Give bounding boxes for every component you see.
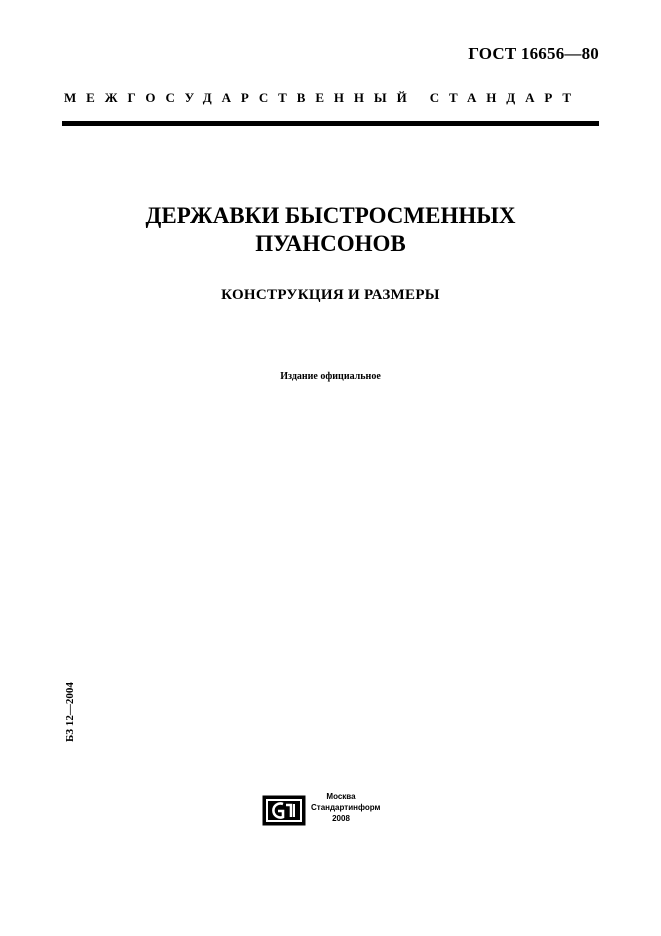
edition-note: Издание официальное [280,371,381,382]
publisher-city: Москва [326,792,356,801]
title-line-1: ДЕРЖАВКИ БЫСТРОСМЕННЫХ [145,203,516,228]
gost-number: ГОСТ 16656—80 [468,44,599,63]
standard-type-heading: МЕЖГОСУДАРСТВЕННЫЙ СТАНДАРТ [64,90,581,105]
document-subtitle: КОНСТРУКЦИЯ И РАЗМЕРЫ [221,287,440,303]
publisher-name: Стандартинформ [311,803,381,812]
side-code: БЗ 12—2004 [64,682,76,742]
publisher-year: 2008 [332,814,350,823]
publisher-block [311,791,381,824]
standartinform-logo-icon [262,795,306,826]
document-title [0,202,661,258]
header-rule [62,121,599,126]
title-line-2: ПУАНСОНОВ [255,231,406,256]
